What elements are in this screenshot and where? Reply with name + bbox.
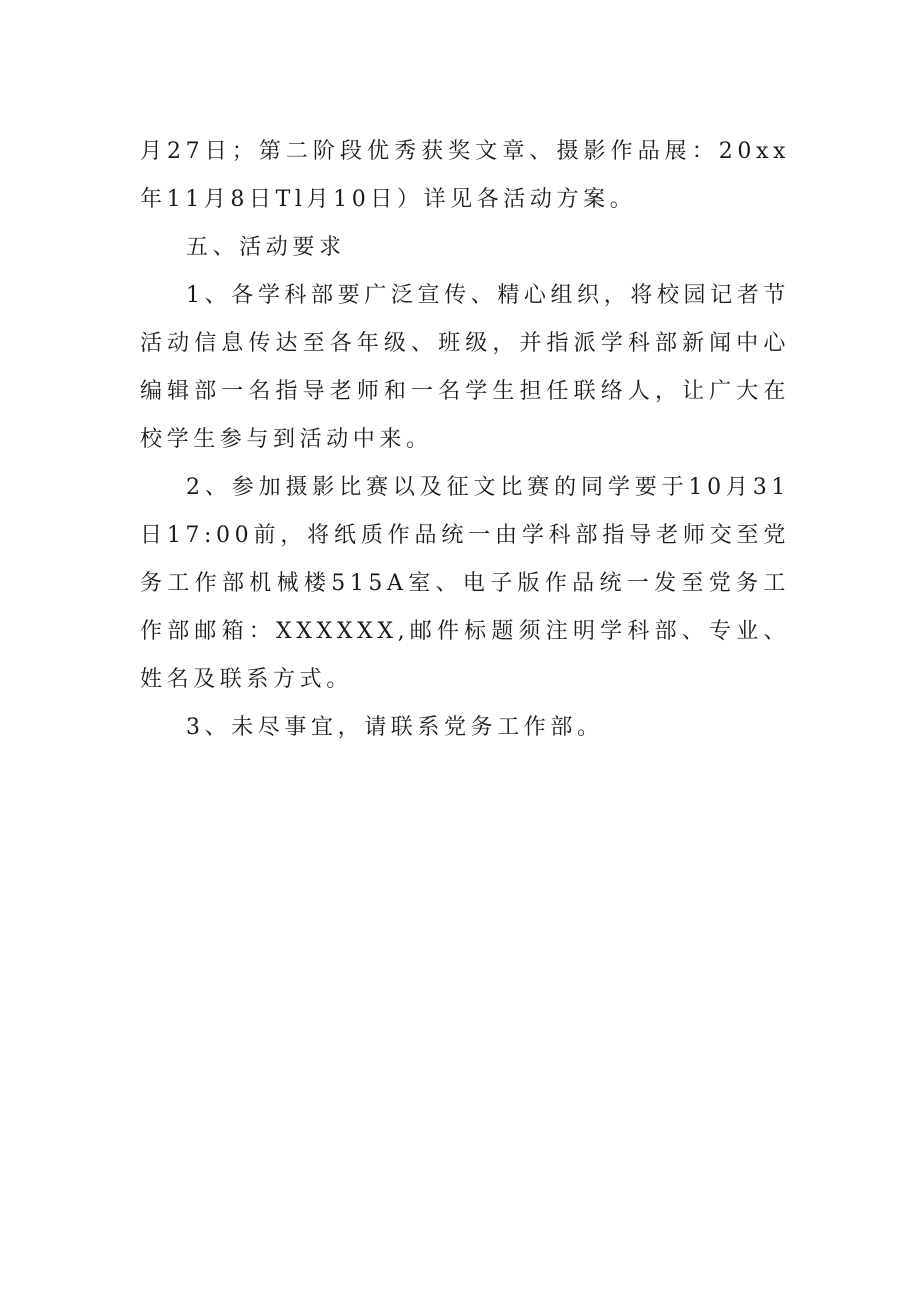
paragraph-requirement-3: 3、未尽事宜，请联系党务工作部。 bbox=[186, 715, 604, 740]
paragraph-continuation: 月27日；第二阶段优秀获奖文章、摄影作品展：20xx年11月8日Tl月10日）详见各活动方案。 bbox=[140, 139, 790, 212]
section-heading: 五、活动要求 bbox=[186, 235, 346, 260]
paragraph-requirement-1: 1、各学科部要广泛宣传、精心组织，将校园记者节活动信息传达至各年级、班级，并指派学科部新闻中心编辑部一名指导老师和一名学生担任联络人，让广大在校学生参与到活动中来。 bbox=[140, 283, 790, 452]
paragraph-requirement-2: 2、参加摄影比赛以及征文比赛的同学要于10月31日17:00前，将纸质作品统一由学科部指导老师交至党务工作部机械楼515A室、电子版作品统一发至党务工作部邮箱：XXXXXX,邮件标题须注明学科部、专业、姓名及联系方式。 bbox=[140, 475, 790, 692]
document-body bbox=[140, 128, 790, 752]
